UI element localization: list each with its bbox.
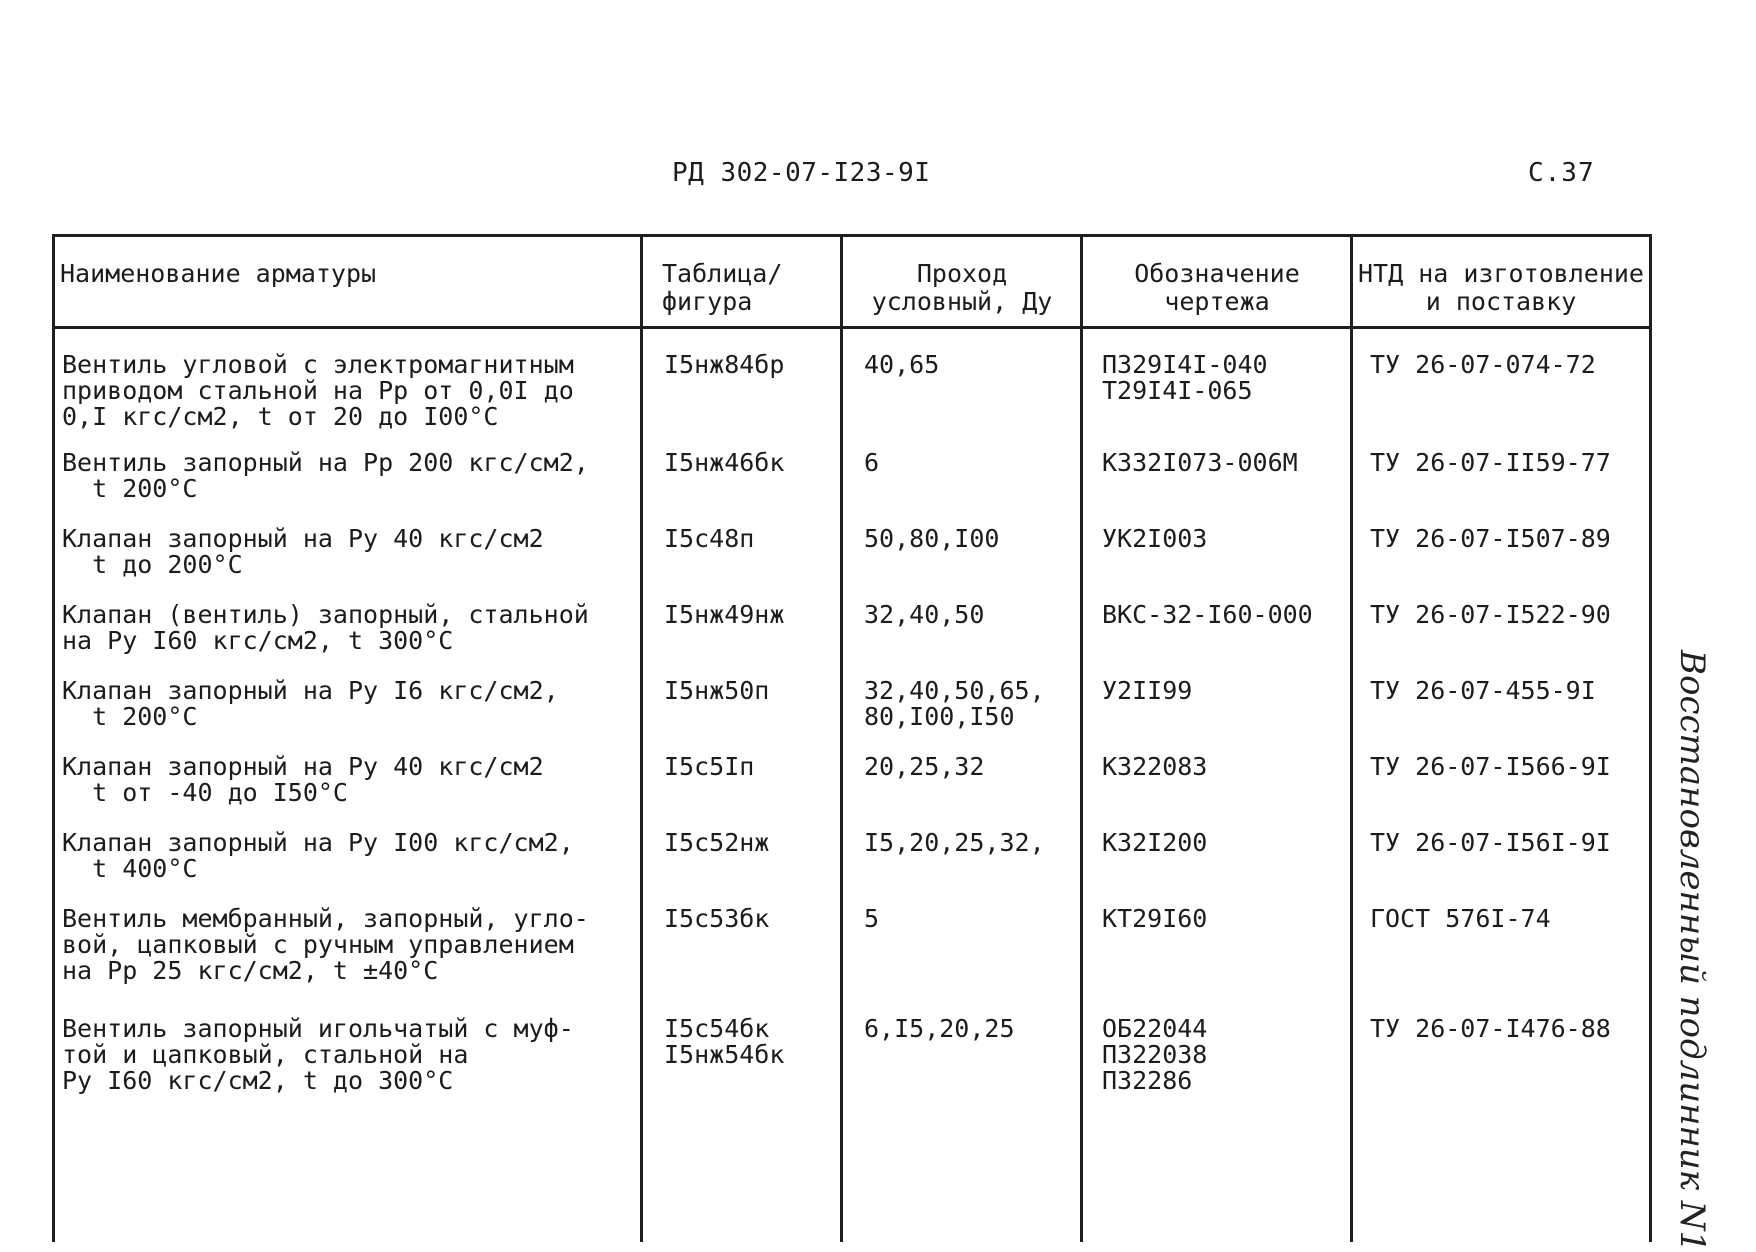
column-header-nominal-bore: Проход условный, Ду <box>871 259 1053 316</box>
restored-original-note: Восстановленный подлинник N1 <box>1672 650 1712 1252</box>
table-row-du: 6,I5,20,25 <box>864 1014 1015 1043</box>
table-row-drawing: ОБ22044 П322038 П32286 <box>1102 1014 1208 1095</box>
table-row-du: 40,65 <box>864 350 940 379</box>
table-row-ntd: ТУ 26-07-074-72 <box>1370 350 1596 379</box>
column-border <box>52 234 55 1242</box>
table-row-ntd: ТУ 26-07-I476-88 <box>1370 1014 1611 1043</box>
table-row-du: 6 <box>864 448 880 477</box>
table-row-name: Вентиль запорный на Рр 200 кгс/см2, t 200°С <box>62 448 589 503</box>
column-header-figure: Таблица/ фигура <box>662 259 783 316</box>
table-row-drawing: П329I4I-040 Т29I4I-065 <box>1102 350 1268 405</box>
table-row-figure: I5с53бк <box>664 904 770 933</box>
table-row-figure: I5с48п <box>664 524 755 553</box>
table-row-drawing: К32I200 <box>1102 828 1208 857</box>
table-row-du: 5 <box>864 904 880 933</box>
table-row-ntd: ТУ 26-07-I56I-9I <box>1370 828 1611 857</box>
table-row-name: Клапан запорный на Ру 40 кгс/см2 t от -40 до I50°С <box>62 752 544 807</box>
table-row-figure: I5с54бк I5нж54бк <box>664 1014 785 1069</box>
table-row-name: Вентиль угловой с электромагнитным приводом стальной на Рр от 0,0I до 0,I кгс/см2, t от 20 до I00°С <box>62 350 574 431</box>
table-row-drawing: УК2I003 <box>1102 524 1208 553</box>
header-separator <box>52 326 1652 329</box>
column-border <box>1649 234 1652 1242</box>
table-row-name: Клапан запорный на Ру I6 кгс/см2, t 200°С <box>62 676 559 731</box>
document-code: РД 302-07-I23-9I <box>672 158 931 188</box>
column-border <box>1350 234 1353 1242</box>
table-row-ntd: ТУ 26-07-I522-90 <box>1370 600 1611 629</box>
table-row-du: 32,40,50,65, 80,I00,I50 <box>864 676 1045 731</box>
column-header-name: Наименование арматуры <box>60 259 377 288</box>
table-row-name: Клапан запорный на Ру 40 кгс/см2 t до 200°С <box>62 524 544 579</box>
column-border <box>1080 234 1083 1242</box>
table-row-figure: I5нж84бр <box>664 350 785 379</box>
table-row-drawing: У2II99 <box>1102 676 1193 705</box>
table-row-ntd: ТУ 26-07-455-9I <box>1370 676 1596 705</box>
table-row-drawing: КТ29I60 <box>1102 904 1208 933</box>
page-number: С.37 <box>1528 158 1595 188</box>
column-border <box>640 234 643 1242</box>
table-row-figure: I5с5Iп <box>664 752 755 781</box>
table-row-ntd: ТУ 26-07-II59-77 <box>1370 448 1611 477</box>
table-row-du: I5,20,25,32, <box>864 828 1045 857</box>
table-row-ntd: ТУ 26-07-I566-9I <box>1370 752 1611 781</box>
table-row-name: Клапан запорный на Ру I00 кгс/см2, t 400°С <box>62 828 574 883</box>
table-row-ntd: ТУ 26-07-I507-89 <box>1370 524 1611 553</box>
fittings-table <box>52 234 1652 1242</box>
table-row-du: 32,40,50 <box>864 600 985 629</box>
table-row-drawing: ВКС-32-I60-000 <box>1102 600 1313 629</box>
column-header-ntd: НТД на изготовление и поставку <box>1358 259 1644 316</box>
table-row-figure: I5нж50п <box>664 676 770 705</box>
table-row-figure: I5с52нж <box>664 828 770 857</box>
table-row-drawing: К322083 <box>1102 752 1208 781</box>
table-row-figure: I5нж49нж <box>664 600 785 629</box>
column-header-drawing: Обозначение чертежа <box>1134 259 1300 316</box>
table-row-du: 50,80,I00 <box>864 524 1000 553</box>
table-row-du: 20,25,32 <box>864 752 985 781</box>
table-row-name: Вентиль мембранный, запорный, угло- вой, цапковый с ручным управлением на Рр 25 кгс/см2, t ±40°С <box>62 904 589 985</box>
table-top-border <box>52 234 1652 237</box>
table-row-name: Вентиль запорный игольчатый с муф- той и цапковый, стальной на Ру I60 кгс/см2, t до 300°С <box>62 1014 574 1095</box>
table-row-figure: I5нж46бк <box>664 448 785 477</box>
table-row-ntd: ГОСТ 576I-74 <box>1370 904 1551 933</box>
column-border <box>840 234 843 1242</box>
table-row-drawing: К332I073-006М <box>1102 448 1298 477</box>
table-row-name: Клапан (вентиль) запорный, стальной на Ру I60 кгс/см2, t 300°С <box>62 600 589 655</box>
